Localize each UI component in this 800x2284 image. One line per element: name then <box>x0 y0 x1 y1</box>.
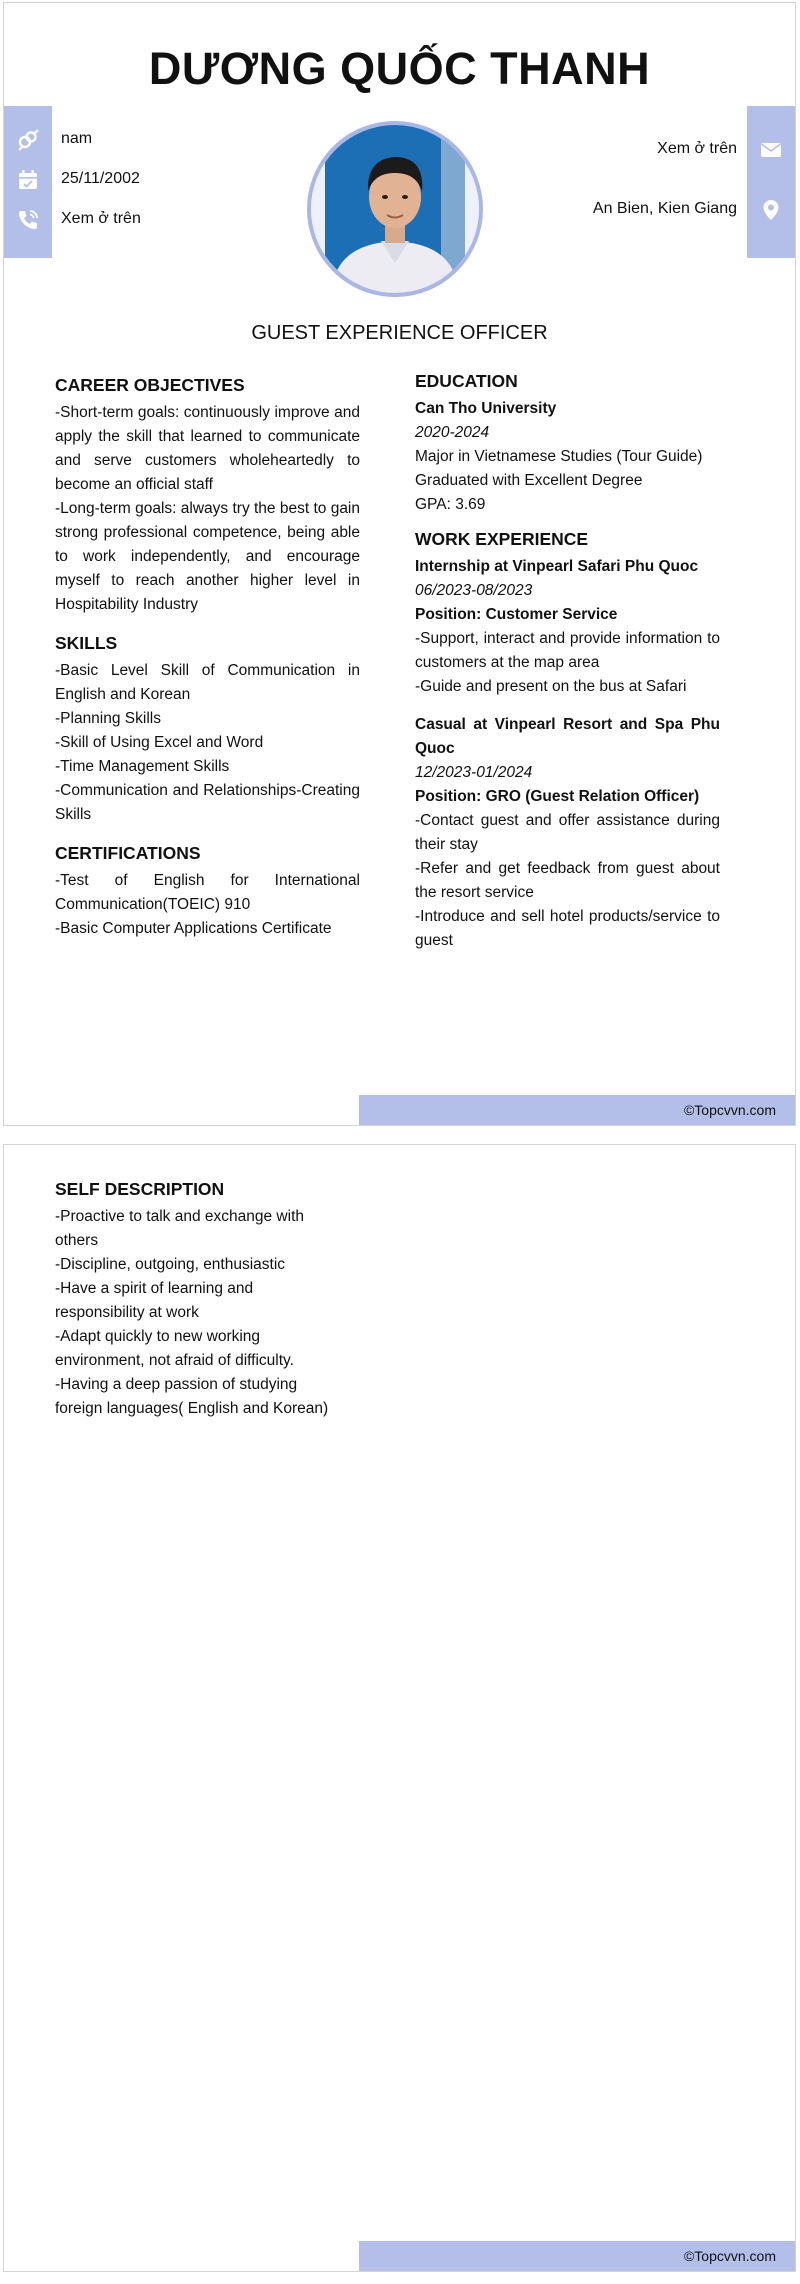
skill-item: -Communication and Relationships-Creating Skills <box>55 782 360 823</box>
education-degree: Graduated with Excellent Degree <box>415 472 643 489</box>
portrait-image <box>311 125 479 293</box>
job-duty: -Guide and present on the bus at Safari <box>415 678 687 695</box>
certification-item: -Test of English for International Communication(TOEIC) 910 <box>55 872 360 913</box>
job-position: Position: GRO (Guest Relation Officer) <box>415 788 700 805</box>
left-contact-strip <box>4 106 52 258</box>
self-description-item: -Having a deep passion of studying foreign languages( English and Korean) <box>55 1376 329 1417</box>
address-text: An Bien, Kien Giang <box>592 200 737 217</box>
self-description-item: -Adapt quickly to new working environment, not afraid of difficulty. <box>55 1328 294 1369</box>
left-column <box>55 373 360 941</box>
email-icon <box>759 138 783 162</box>
cv-page-2 <box>3 1144 796 2272</box>
footer-watermark: ©Topcvvn.com <box>359 1095 795 1125</box>
self-description-section <box>55 1177 335 1421</box>
email-text: Xem ở trên <box>657 140 737 157</box>
footer-watermark: ©Topcvvn.com <box>359 2241 795 2271</box>
birthdate-text: 25/11/2002 <box>61 170 140 187</box>
cv-page-1 <box>3 2 796 1126</box>
skill-item: -Planning Skills <box>55 710 161 727</box>
job-duty: -Support, interact and provide information to customers at the map area <box>415 630 720 671</box>
calendar-icon <box>16 168 40 192</box>
work-experience-heading: WORK EXPERIENCE <box>415 529 589 549</box>
gender-icon <box>16 128 40 152</box>
right-column <box>415 369 720 953</box>
self-description-item: -Proactive to talk and exchange with others <box>55 1208 304 1249</box>
career-objectives-heading: CAREER OBJECTIVES <box>55 375 245 395</box>
job-duty: -Refer and get feedback from guest about the resort service <box>415 860 720 901</box>
school-name: Can Tho University <box>415 400 557 417</box>
profile-photo <box>307 121 483 297</box>
phone-text: Xem ở trên <box>61 210 141 227</box>
education-period: 2020-2024 <box>415 424 490 441</box>
job-entry <box>415 713 720 953</box>
education-gpa: GPA: 3.69 <box>415 496 486 513</box>
job-company: Internship at Vinpearl Safari Phu Quoc <box>415 558 699 575</box>
skills-list <box>55 659 360 827</box>
job-entry <box>415 555 720 699</box>
job-period: 06/2023-08/2023 <box>415 582 533 599</box>
certification-item: -Basic Computer Applications Certificate <box>55 920 332 937</box>
job-position: Position: Customer Service <box>415 606 618 623</box>
skill-item: -Time Management Skills <box>55 758 230 775</box>
self-description-item: -Discipline, outgoing, enthusiastic <box>55 1256 286 1273</box>
skills-heading: SKILLS <box>55 633 118 653</box>
job-duty: -Contact guest and offer assistance during their stay <box>415 812 720 853</box>
objective-line: -Long-term goals: always try the best to gain strong professional competence, being able to work independently, and encourage myself to reach another higher level in Hospitability Industry <box>55 500 360 613</box>
skill-item: -Skill of Using Excel and Word <box>55 734 264 751</box>
self-description-item: -Have a spirit of learning and responsibility at work <box>55 1280 254 1321</box>
job-title: GUEST EXPERIENCE OFFICER <box>251 322 548 344</box>
job-period: 12/2023-01/2024 <box>415 764 533 781</box>
phone-icon <box>16 208 40 232</box>
job-duty: -Introduce and sell hotel products/service to guest <box>415 908 720 949</box>
location-icon <box>759 198 783 222</box>
self-description-heading: SELF DESCRIPTION <box>55 1179 225 1199</box>
education-major: Major in Vietnamese Studies (Tour Guide) <box>415 448 703 465</box>
job-company: Casual at Vinpearl Resort and Spa Phu Quoc <box>415 716 720 757</box>
certifications-heading: CERTIFICATIONS <box>55 843 201 863</box>
education-heading: EDUCATION <box>415 371 518 391</box>
career-objectives-text <box>55 401 360 617</box>
certifications-list <box>55 869 360 941</box>
objective-line: -Short-term goals: continuously improve and apply the skill that learned to communicate and serve customers wholeheartedly to become an official staff <box>55 404 360 493</box>
skill-item: -Basic Level Skill of Communication in English and Korean <box>55 662 360 703</box>
gender-text: nam <box>61 130 93 147</box>
candidate-name: DƯƠNG QUỐC THANH <box>148 43 651 94</box>
right-contact-strip <box>747 106 795 258</box>
